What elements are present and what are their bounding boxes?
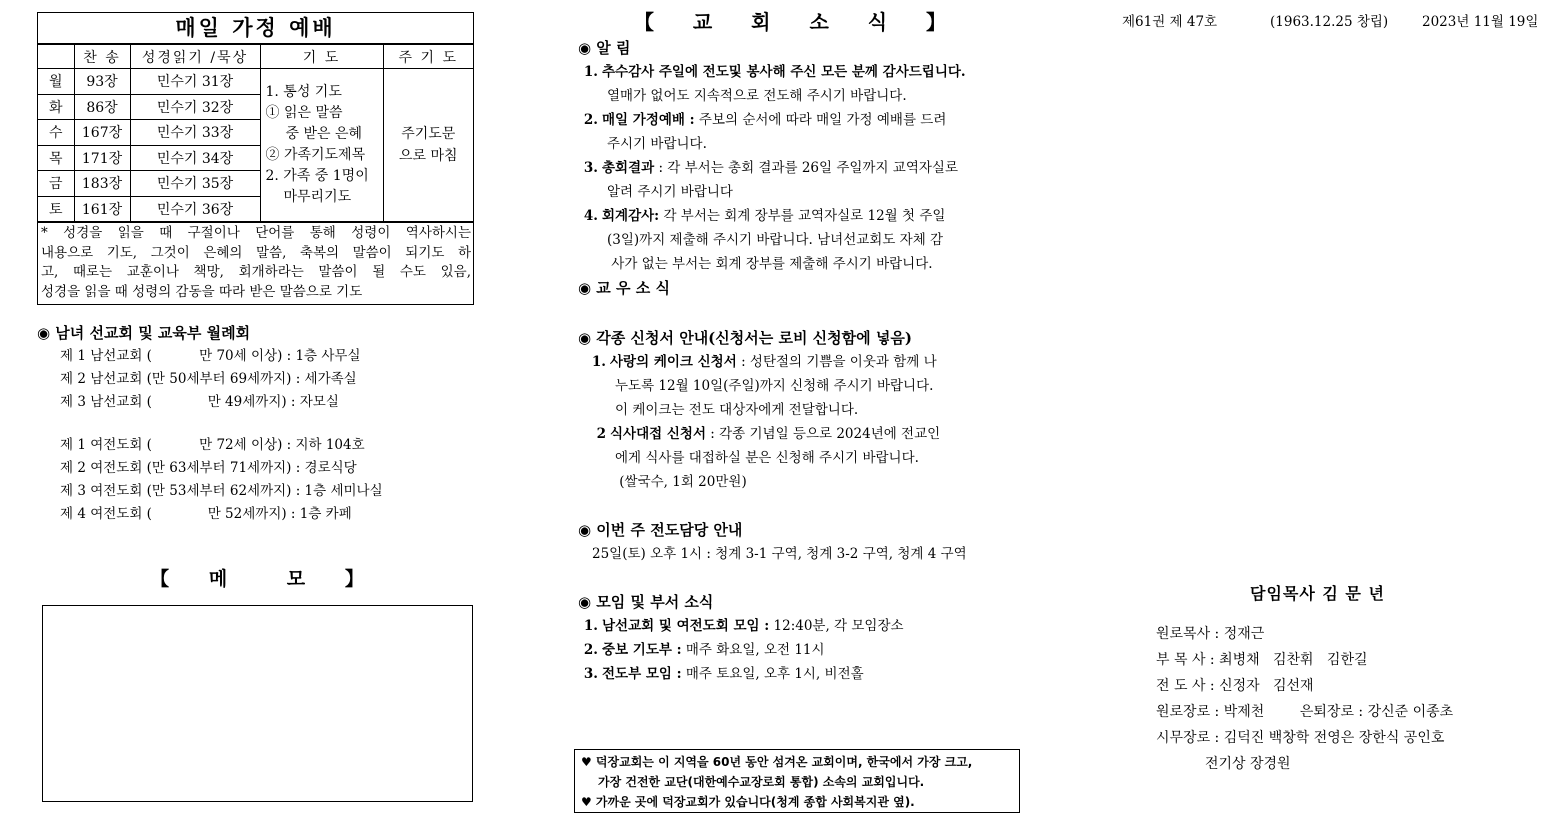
item-continuation: 누도록 12월 10일(주일)까지 신청해 주시기 바랍니다. (615, 378, 934, 394)
item-body: 매주 토요일, 오후 1시, 비전홀 (681, 666, 864, 682)
banner-line: 가장 건전한 교단(대한예수교장로회 통합) 소속의 교회입니다. (598, 775, 925, 789)
worship-table (38, 44, 473, 222)
item-title: 중보 기도부 : (602, 642, 682, 658)
list-item: 제 1 남선교회 ( 만 70세 이상) : 1층 사무실 (60, 348, 361, 364)
notice-item (578, 60, 1023, 108)
item-continuation: 주시기 바랍니다. (607, 136, 707, 152)
prayer-line: 1. 통성 기도 (265, 84, 342, 100)
item-body: 매주 화요일, 오전 11시 (681, 642, 825, 658)
meeting-item (578, 662, 1023, 686)
worship-header-row (38, 45, 473, 69)
item-number: 3. (583, 160, 598, 176)
table-row (38, 69, 473, 95)
item-title: 전도부 모임 : (602, 666, 682, 682)
prayer-line: 2. 가족 중 1명이 (265, 168, 369, 184)
item-title: 사랑의 케이크 신청서 (610, 354, 737, 370)
memo-char: 메 (208, 568, 228, 590)
col-lords-prayer: 주 기 도 (383, 45, 473, 69)
list-item: 제 4 여전도회 ( 만 52세까지) : 1층 카페 (60, 506, 352, 522)
item-title: 남선교회 및 여전도회 모임 : (602, 618, 770, 634)
list-item: 제 2 남선교회 (만 50세부터 69세까지) : 세가족실 (60, 371, 357, 387)
hymn-cell: 171장 (74, 145, 130, 171)
staff-row: 원로목사 : 정재근 (1156, 626, 1265, 642)
memo-box[interactable] (42, 605, 473, 802)
mission-title: ◉ 남녀 선교회 및 교육부 월례회 (37, 324, 251, 342)
prayer-line: ① 읽은 말씀 (265, 105, 343, 121)
item-title: 총회결과 (602, 160, 655, 176)
staff-row: 전 도 사 : 신정자 김선재 (1156, 678, 1314, 694)
item-continuation: (쌀국수, 1회 20만원) (615, 474, 747, 490)
prayer-line: ② 가족기도제목 (265, 147, 366, 163)
col-day (38, 45, 74, 69)
item-continuation: (3일)까지 제출해 주시기 바랍니다. 남녀선교회도 자체 감 (607, 232, 944, 248)
meeting-item (578, 638, 1023, 662)
memo-title (42, 564, 472, 591)
lords-prayer-line: 주기도문 (401, 126, 456, 142)
day-cell: 월 (38, 69, 74, 95)
list-item: 제 3 남선교회 ( 만 49세까지) : 자모실 (60, 394, 339, 410)
item-title: 추수감사 주일에 전도및 봉사해 주신 모든 분께 감사드립니다. (602, 64, 966, 80)
worship-note (38, 222, 473, 304)
item-title: 회계감사: (602, 208, 660, 224)
apply-item (578, 422, 1023, 494)
item-number: 1. (583, 64, 598, 80)
staff-row: 전기상 장경원 (1156, 756, 1291, 772)
founded-date: (1963.12.25 창립) (1270, 14, 1389, 30)
item-body: : 각종 기념일 등으로 2024년에 전교인 (706, 426, 941, 442)
prayer-line: 마무리기도 (283, 189, 352, 205)
notice-item (578, 156, 1023, 204)
item-body: : 성탄절의 기쁨을 이웃과 함께 나 (736, 354, 937, 370)
staff-row: 원로장로 : 박제천 은퇴장로 : 강신준 이종초 (1156, 704, 1454, 720)
banner-line: ♥ 덕장교회는 이 지역을 60년 동안 섬겨온 교회이며, 한국에서 가장 크고, (581, 755, 973, 769)
hymn-cell: 167장 (74, 120, 130, 146)
bracket-left: 【 (150, 568, 170, 590)
item-title: 매일 가정예배 : (602, 112, 695, 128)
prayer-cell (260, 69, 383, 222)
staff-row: 부 목 사 : 최병채 김찬휘 김한길 (1156, 652, 1368, 668)
item-number: 1. (583, 618, 598, 634)
note-line: 성경을 읽을 때 성령의 감동을 따라 받은 말씀으로 기도 (41, 283, 363, 300)
day-cell: 화 (38, 94, 74, 120)
item-continuation: 에게 식사를 대접하실 분은 신청해 주시기 바랍니다. (615, 450, 919, 466)
item-continuation: 알려 주시기 바랍니다 (607, 184, 733, 200)
lords-prayer-cell (383, 69, 473, 222)
volume-number: 제61권 제 47호 (1122, 14, 1218, 30)
note-line: 고, 때로는 교훈이나 책망, 회개하라는 말씀이 될 수도 있음, (41, 264, 471, 280)
prayer-line: 중 받은 은혜 (285, 126, 363, 142)
item-continuation: 열매가 없어도 지속적으로 전도해 주시기 바랍니다. (607, 88, 907, 104)
reading-cell: 민수기 32장 (130, 94, 260, 120)
col-prayer: 기 도 (260, 45, 383, 69)
apply-item (578, 350, 1023, 422)
day-cell: 금 (38, 171, 74, 197)
hymn-cell: 86장 (74, 94, 130, 120)
item-number: 2 (596, 426, 606, 442)
note-line: 내용으로 기도, 그것이 은혜의 말씀, 축복의 말씀이 되기도 하 (41, 244, 471, 261)
head-pastor: 담임목사 김 문 년 (1250, 584, 1385, 603)
item-number: 2. (583, 112, 598, 128)
day-cell: 수 (38, 120, 74, 146)
reading-cell: 민수기 35장 (130, 171, 260, 197)
item-continuation: 사가 없는 부서는 회계 장부를 제출해 주시기 바랍니다. (607, 256, 933, 272)
staff-row: 시무장로 : 김덕진 백창학 전영은 장한식 공인호 (1156, 730, 1445, 746)
list-item: 제 3 여전도회 (만 53세부터 62세까지) : 1층 세미나실 (60, 483, 383, 499)
church-banner (574, 749, 1020, 813)
item-number: 2. (583, 642, 598, 658)
list-item: 제 1 여전도회 ( 만 72세 이상) : 지하 104호 (60, 437, 365, 453)
item-body: : 각 부서는 총회 결과를 26일 주일까지 교역자실로 (654, 160, 959, 176)
reading-cell: 민수기 33장 (130, 120, 260, 146)
notice-item (578, 204, 1023, 276)
church-news (578, 36, 1023, 686)
item-body: 주보의 순서에 따라 매일 가정 예배를 드려 (694, 112, 947, 128)
staff-list (1156, 621, 1546, 777)
item-title: 식사대접 신청서 (610, 426, 706, 442)
hymn-cell: 183장 (74, 171, 130, 197)
evangel-body: 25일(토) 오후 1시 : 청계 3-1 구역, 청계 3-2 구역, 청계 4 구역 (592, 546, 967, 562)
reading-cell: 민수기 36장 (130, 196, 260, 222)
alumni-heading: ◉ 교 우 소 식 (578, 279, 670, 297)
notice-item (578, 108, 1023, 156)
notice-heading: ◉ 알 림 (578, 39, 631, 57)
reading-cell: 민수기 31장 (130, 69, 260, 95)
daily-worship-box (37, 12, 474, 305)
issue-date: 2023년 11월 19일 (1422, 14, 1539, 30)
note-line: * 성경을 읽을 때 구절이나 단어를 통해 성령이 역사하시는 (41, 225, 471, 241)
item-number: 4. (583, 208, 598, 224)
worship-title: 매일 가정 예배 (38, 13, 473, 44)
col-hymn: 찬 송 (74, 45, 130, 69)
news-title: 【 교 회 소 식 】 (633, 10, 963, 34)
hymn-cell: 161장 (74, 196, 130, 222)
day-cell: 목 (38, 145, 74, 171)
meeting-item (578, 614, 1023, 638)
memo-char: 모 (286, 568, 306, 590)
day-cell: 토 (38, 196, 74, 222)
hymn-cell: 93장 (74, 69, 130, 95)
list-item: 제 2 여전도회 (만 63세부터 71세까지) : 경로식당 (60, 460, 357, 476)
item-body: 12:40분, 각 모임장소 (769, 618, 904, 634)
reading-cell: 민수기 34장 (130, 145, 260, 171)
banner-line: ♥ 가까운 곳에 덕장교회가 있습니다(청계 종합 사회복지관 옆). (581, 795, 915, 809)
lords-prayer-line: 으로 마침 (398, 148, 458, 164)
col-reading: 성경읽기 /묵상 (130, 45, 260, 69)
evangel-heading: ◉ 이번 주 전도담당 안내 (578, 521, 743, 539)
meeting-heading: ◉ 모임 및 부서 소식 (578, 593, 714, 611)
apply-heading: ◉ 각종 신청서 안내(신청서는 로비 신청함에 넣음) (578, 329, 912, 347)
bracket-right: 】 (344, 568, 364, 590)
item-number: 1. (591, 354, 606, 370)
item-body: 각 부서는 회계 장부를 교역자실로 12월 첫 주일 (659, 208, 946, 224)
item-continuation: 이 케이크는 전도 대상자에게 전달합니다. (615, 402, 859, 418)
item-number: 3. (583, 666, 598, 682)
mission-meetings (37, 321, 477, 526)
